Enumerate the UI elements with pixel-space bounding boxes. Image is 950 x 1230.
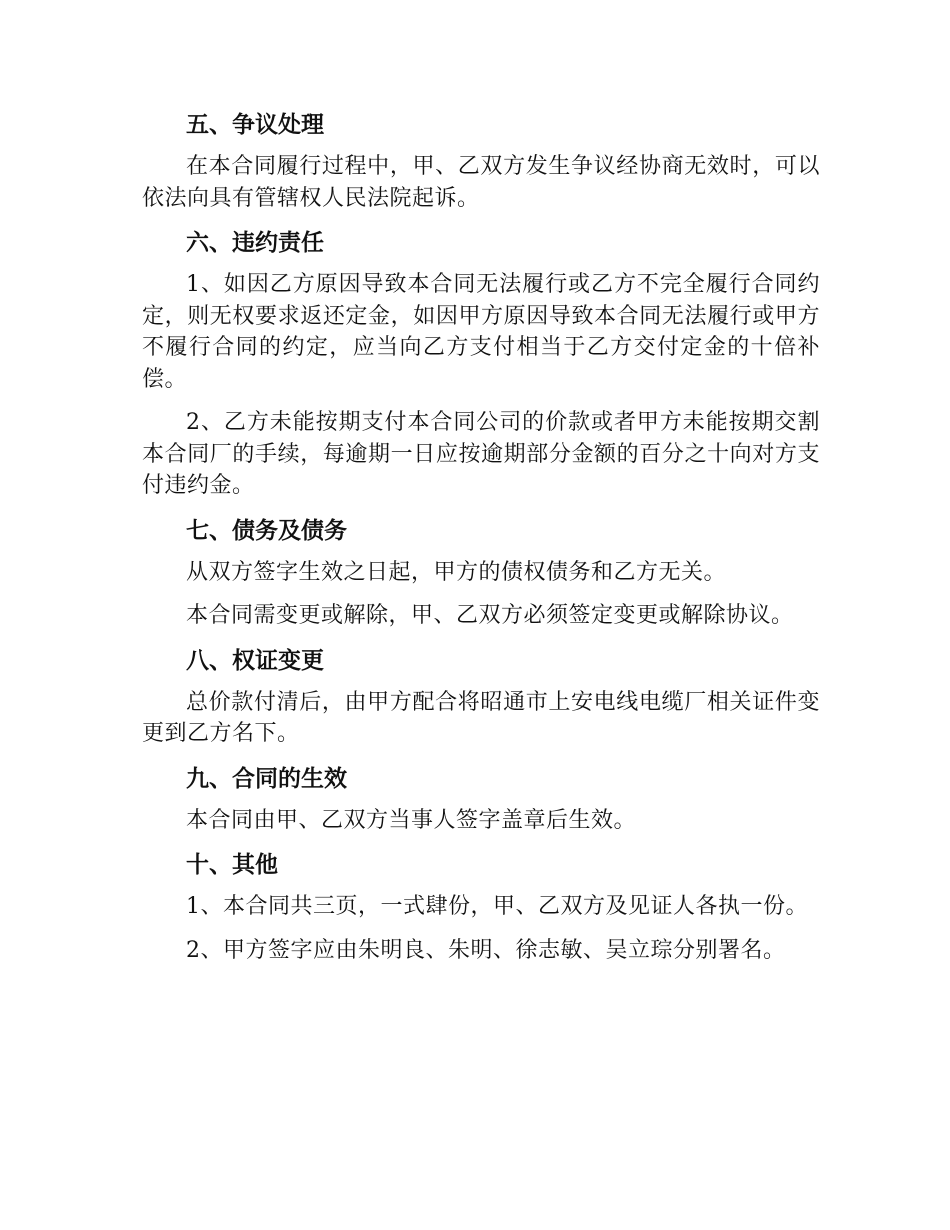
paragraph-debt-2: 本合同需变更或解除，甲、乙双方必须签定变更或解除协议。 [186, 603, 794, 628]
section-heading-debt: 七、债务及债务 [186, 517, 347, 544]
section-heading-breach: 六、违约责任 [186, 230, 324, 256]
section-heading-title-change: 八、权证变更 [186, 647, 324, 674]
paragraph-effect: 本合同由甲、乙双方当事人签字盖章后生效。 [186, 807, 637, 833]
document-page [142, 108, 820, 978]
section-heading-dispute: 五、争议处理 [186, 112, 324, 138]
section-heading-other: 十、其他 [186, 852, 278, 878]
paragraph-debt-1: 从双方签字生效之日起，甲方的债权债务和乙方无关。 [186, 559, 727, 585]
section-heading-effect: 九、合同的生效 [186, 765, 347, 792]
paragraph-breach-2: 2、乙方未能按期支付本合同公司的价款或者甲方未能按期交割本合同厂的手续，每逾期一日应按逾期部分金额的百分之十向对方支付违约金。 [142, 410, 820, 498]
paragraph-dispute: 在本合同履行过程中，甲、乙双方发生争议经协商无效时，可以依法向具有管辖权人民法院起诉。 [142, 154, 820, 211]
paragraph-other-2: 2、甲方签字应由朱明良、朱明、徐志敏、吴立琮分别署名。 [186, 937, 786, 963]
paragraph-title-change: 总价款付清后，由甲方配合将昭通市上安电线电缆厂相关证件变更到乙方名下。 [142, 689, 820, 746]
paragraph-breach-1: 1、如因乙方原因导致本合同无法履行或乙方不完全履行合同约定，则无权要求返还定金，如因甲方原因导致本合同无法履行或甲方不履行合同的约定，应当向乙方支付相当于乙方交付定金的十倍补偿。 [142, 272, 820, 392]
paragraph-other-1: 1、本合同共三页，一式肆份，甲、乙双方及见证人各执一份。 [186, 894, 808, 919]
